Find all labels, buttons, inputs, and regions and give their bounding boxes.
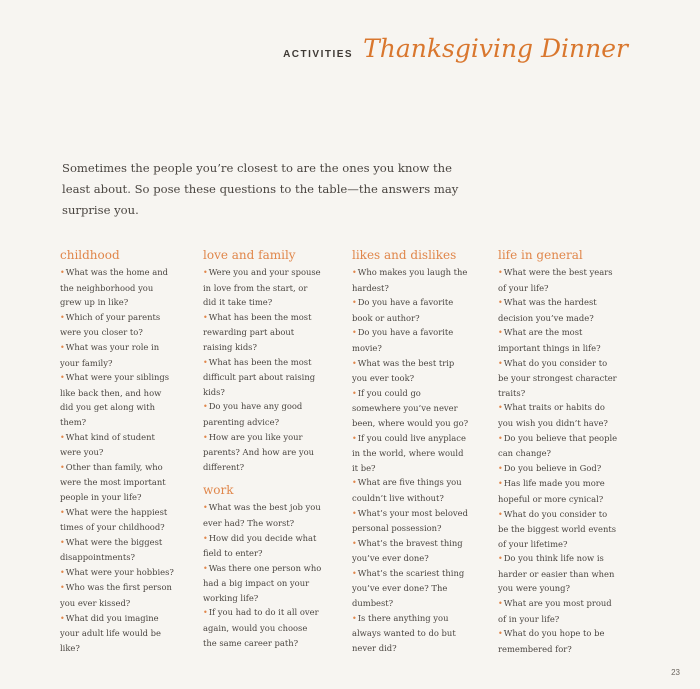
bullet-icon: •: [60, 432, 65, 442]
question-item: [498, 265, 620, 295]
question-item: [352, 431, 472, 476]
question-item: [203, 310, 323, 355]
question-section: [203, 482, 323, 650]
question-text: What were the happiest times of your childhood?: [60, 506, 168, 533]
question-item: [352, 356, 472, 386]
bullet-icon: •: [498, 509, 503, 519]
column-likes-dislikes: [352, 247, 472, 655]
bullet-icon: •: [203, 268, 208, 277]
question-text: What was the home and the neighborhood you grew up in like?: [60, 267, 168, 308]
question-text: What traits or habits do you wish you didn’t have?: [498, 402, 608, 428]
question-text: Other than family, who were the most important people in your life?: [60, 461, 166, 502]
question-item: [60, 505, 176, 535]
question-text: Do you think life now is harder or easier than when you were young?: [498, 553, 615, 594]
question-item: [352, 475, 472, 505]
question-text: What was the best job you ever had? The worst?: [203, 502, 321, 528]
question-text: What were the best years of your life?: [498, 267, 613, 293]
question-list: [203, 265, 323, 474]
question-item: [352, 611, 472, 656]
question-item: [60, 265, 176, 310]
question-text: Do you have a favorite movie?: [352, 327, 454, 353]
question-item: [60, 580, 176, 610]
question-item: [352, 265, 472, 295]
question-item: [498, 626, 620, 656]
question-item: [203, 531, 323, 561]
bullet-icon: •: [352, 388, 357, 398]
question-item: [352, 536, 472, 566]
bullet-icon: •: [352, 268, 357, 277]
bullet-icon: •: [203, 503, 208, 513]
question-item: [498, 551, 620, 596]
question-item: [498, 461, 620, 477]
bullet-icon: •: [498, 599, 503, 609]
bullet-icon: •: [60, 583, 65, 593]
question-text: How are you like your parents? And how are you different?: [203, 431, 315, 472]
bullet-icon: •: [498, 433, 503, 443]
question-text: What did you imagine your adult life would be like?: [60, 612, 161, 653]
question-text: What do you consider to be the biggest world events of your lifetime?: [498, 508, 617, 549]
question-text: What was your role in your family?: [60, 341, 160, 368]
bullet-icon: •: [498, 298, 503, 308]
question-item: [498, 325, 620, 355]
bullet-icon: •: [60, 507, 65, 517]
question-item: [352, 325, 472, 355]
question-text: Do you have any good parenting advice?: [203, 401, 303, 427]
bullet-icon: •: [203, 533, 208, 543]
bullet-icon: •: [498, 268, 503, 277]
question-text: What do you hope to be remembered for?: [498, 628, 605, 654]
bullet-icon: •: [352, 538, 357, 548]
question-text: Were you and your spouse in love from the start, or did it take time?: [203, 267, 321, 308]
question-text: Which of your parents were you closer to?: [60, 311, 161, 338]
question-section: [498, 247, 620, 656]
question-item: [498, 596, 620, 626]
bullet-icon: •: [60, 373, 65, 383]
question-item: [498, 400, 620, 430]
question-text: What’s your most beloved personal possession?: [352, 507, 468, 534]
bullet-icon: •: [498, 629, 503, 639]
question-list: [498, 265, 620, 656]
question-item: [203, 265, 323, 310]
bullet-icon: •: [203, 563, 208, 573]
question-text: What kind of student were you?: [60, 431, 155, 458]
section-heading: life in general: [498, 248, 583, 262]
question-text: What are five things you couldn’t live without?: [352, 477, 462, 503]
question-text: What are you most proud of in your life?: [498, 598, 612, 624]
bullet-icon: •: [203, 357, 208, 367]
question-text: If you could go somewhere you’ve never been, where would you go?: [352, 387, 469, 428]
question-item: [203, 605, 323, 650]
bullet-icon: •: [352, 328, 357, 338]
question-text: What was the best trip you ever took?: [352, 357, 455, 384]
question-item: [203, 355, 323, 400]
bullet-icon: •: [498, 358, 503, 368]
question-text: Is there anything you always wanted to do but never did?: [352, 612, 456, 653]
section-label: ACTIVITIES: [283, 49, 354, 60]
question-item: [498, 356, 620, 401]
bullet-icon: •: [352, 433, 357, 443]
question-item: [498, 507, 620, 552]
question-text: If you had to do it all over again, would you choose the same career path?: [203, 607, 319, 648]
section-heading: love and family: [203, 248, 296, 262]
question-item: [60, 535, 176, 565]
bullet-icon: •: [60, 342, 65, 352]
question-item: [498, 431, 620, 461]
question-text: How did you decide what field to enter?: [203, 532, 317, 559]
bullet-icon: •: [203, 432, 208, 442]
bullet-icon: •: [60, 268, 65, 277]
bullet-icon: •: [203, 312, 208, 322]
question-text: Do you have a favorite book or author?: [352, 297, 454, 323]
question-item: [203, 500, 323, 530]
question-list: [60, 265, 176, 655]
bullet-icon: •: [203, 608, 208, 618]
bullet-icon: •: [498, 403, 503, 413]
question-item: [352, 566, 472, 611]
bullet-icon: •: [498, 554, 503, 564]
question-text: What are the most important things in life?: [498, 327, 601, 353]
question-text: What has been the most difficult part about raising kids?: [203, 356, 316, 397]
bullet-icon: •: [498, 328, 503, 338]
question-text: If you could live anyplace in the world, where would it be?: [352, 432, 466, 473]
question-text: What were the biggest disappointments?: [60, 536, 163, 563]
question-list: [203, 500, 323, 650]
question-item: [60, 430, 176, 460]
question-text: Do you believe in God?: [503, 462, 602, 473]
page-header: [283, 34, 628, 63]
question-text: Who was the first person you ever kissed?: [60, 582, 172, 609]
column-childhood: [60, 247, 176, 655]
bullet-icon: •: [498, 463, 503, 473]
question-item: [498, 295, 620, 325]
question-item: [203, 430, 323, 475]
bullet-icon: •: [203, 402, 208, 412]
bullet-icon: •: [498, 479, 503, 489]
section-heading: childhood: [60, 248, 120, 262]
bullet-icon: •: [352, 568, 357, 578]
question-text: What’s the bravest thing you’ve ever done?: [352, 537, 463, 564]
question-item: [60, 460, 176, 505]
question-text: What were your hobbies?: [65, 566, 174, 577]
question-text: What was the hardest decision you’ve made?: [498, 297, 597, 323]
page-title: Thanksgiving Dinner: [363, 34, 628, 63]
question-text: What were your siblings like back then, and how did you get along with them?: [60, 372, 170, 427]
question-text: What has been the most rewarding part about raising kids?: [203, 311, 312, 352]
question-text: Was there one person who had a big impact on your working life?: [203, 562, 322, 603]
bullet-icon: •: [60, 567, 65, 577]
page-number: 23: [671, 668, 680, 677]
question-item: [203, 561, 323, 606]
question-item: [498, 476, 620, 506]
question-section: [60, 247, 176, 655]
question-text: What do you consider to be your strongest character traits?: [498, 357, 617, 398]
section-heading: work: [203, 483, 234, 498]
question-item: [352, 295, 472, 325]
question-section: [352, 247, 472, 655]
question-item: [60, 611, 176, 656]
column-love-family-work: [203, 247, 323, 650]
bullet-icon: •: [352, 478, 357, 488]
question-item: [203, 399, 323, 429]
question-item: [60, 310, 176, 340]
intro-paragraph: Sometimes the people you’re closest to are the ones you know the least about. So pose these questions to the table—the answers may surprise you.: [62, 161, 459, 217]
question-item: [352, 386, 472, 431]
question-item: [60, 370, 176, 429]
column-life-in-general: [498, 247, 620, 656]
bullet-icon: •: [60, 312, 65, 322]
bullet-icon: •: [352, 508, 357, 518]
bullet-icon: •: [60, 537, 65, 547]
bullet-icon: •: [352, 613, 357, 623]
question-list: [352, 265, 472, 655]
question-text: What’s the scariest thing you’ve ever done? The dumbest?: [352, 567, 465, 609]
bullet-icon: •: [60, 462, 65, 472]
bullet-icon: •: [352, 358, 357, 368]
section-heading: likes and dislikes: [352, 248, 457, 262]
question-text: Has life made you more hopeful or more cynical?: [498, 478, 605, 504]
question-item: [60, 565, 176, 581]
question-section: [203, 247, 323, 474]
bullet-icon: •: [352, 298, 357, 308]
question-item: [60, 340, 176, 370]
question-text: Do you believe that people can change?: [498, 432, 618, 459]
question-text: Who makes you laugh the hardest?: [352, 267, 468, 293]
question-item: [352, 506, 472, 536]
bullet-icon: •: [60, 613, 65, 623]
